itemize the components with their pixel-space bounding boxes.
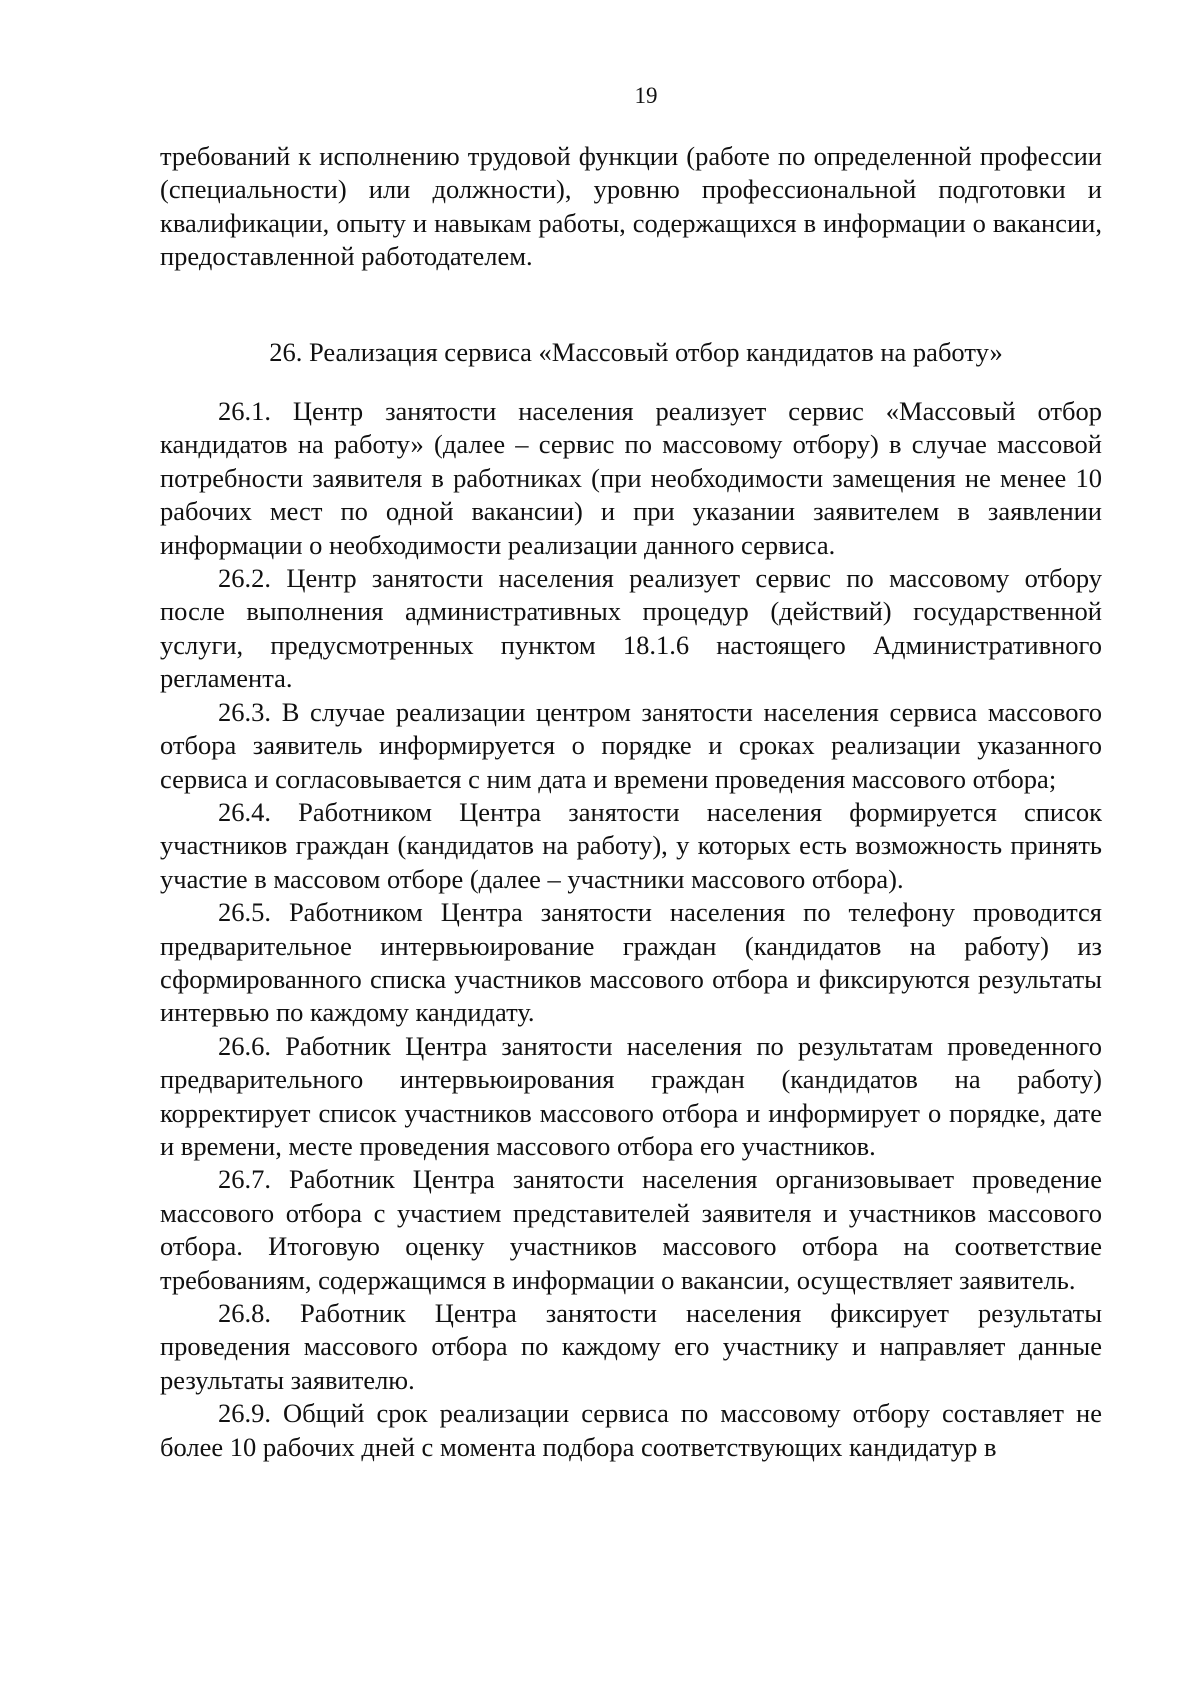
paragraph-26-8: 26.8. Работник Центра занятости населения фиксирует результаты проведения массового отбора по каждому его участнику и направляет данные результаты заявителю. bbox=[160, 1298, 1102, 1395]
paragraph-26-1: 26.1. Центр занятости населения реализует сервис «Массовый отбор кандидатов на работу» (далее – сервис по массовому отбору) в случае массовой потребности заявителя в работниках (при необходимости замещения не менее 10 рабочих мест по одной вакансии) и при указании заявителем в заявлении информации о необходимости реализации данного сервиса. bbox=[160, 396, 1102, 560]
paragraph-26-3: 26.3. В случае реализации центром занятости населения сервиса массового отбора заявитель информируется о порядке и сроках реализации указанного сервиса и согласовывается с ним дата и времени проведения массового отбора; bbox=[160, 696, 1102, 794]
section-heading: 26. Реализация сервиса «Массовый отбор кандидатов на работу» bbox=[269, 336, 1003, 367]
paragraph-26-6: 26.6. Работник Центра занятости населения по результатам проведенного предварительного интервьюирования граждан (кандидатов на работу) корректирует список участников массового отбора и информирует о порядке, дате и времени, месте проведения массового отбора его участников. bbox=[160, 1030, 1102, 1161]
paragraph-26-9: 26.9. Общий срок реализации сервиса по массовому отбору составляет не более 10 рабочих дней с момента подбора соответствующих кандидатур в bbox=[160, 1398, 1102, 1462]
paragraph-26-4: 26.4. Работником Центра занятости населения формируется список участников граждан (кандидатов на работу), у которых есть возможность принять участие в массовом отборе (далее – участники массового отбора). bbox=[160, 796, 1102, 894]
page-number: 19 bbox=[634, 83, 658, 108]
paragraph-26-7: 26.7. Работник Центра занятости населения организовывает проведение массового отбора с участием представителей заявителя и участников массового отбора. Итоговую оценку участников массового отбора на соответствие требованиям, содержащимся в информации о вакансии, осуществляет заявитель. bbox=[160, 1164, 1102, 1295]
paragraph-26-2: 26.2. Центр занятости населения реализует сервис по массовому отбору после выполнения административных процедур (действий) государственной услуги, предусмотренных пунктом 18.1.6 настоящего Административного регламента. bbox=[160, 563, 1102, 694]
intro-paragraph: требований к исполнению трудовой функции (работе по определенной профессии (специальности) или должности), уровню профессиональной подготовки и квалификации, опыту и навыкам работы, содержащихся в информации о вакансии, предоставленной работодателем. bbox=[160, 141, 1102, 272]
paragraph-26-5: 26.5. Работником Центра занятости населения по телефону проводится предварительное интервьюирование граждан (кандидатов на работу) из сформированного списка участников массового отбора и фиксируются результаты интервью по каждому кандидату. bbox=[160, 897, 1102, 1028]
